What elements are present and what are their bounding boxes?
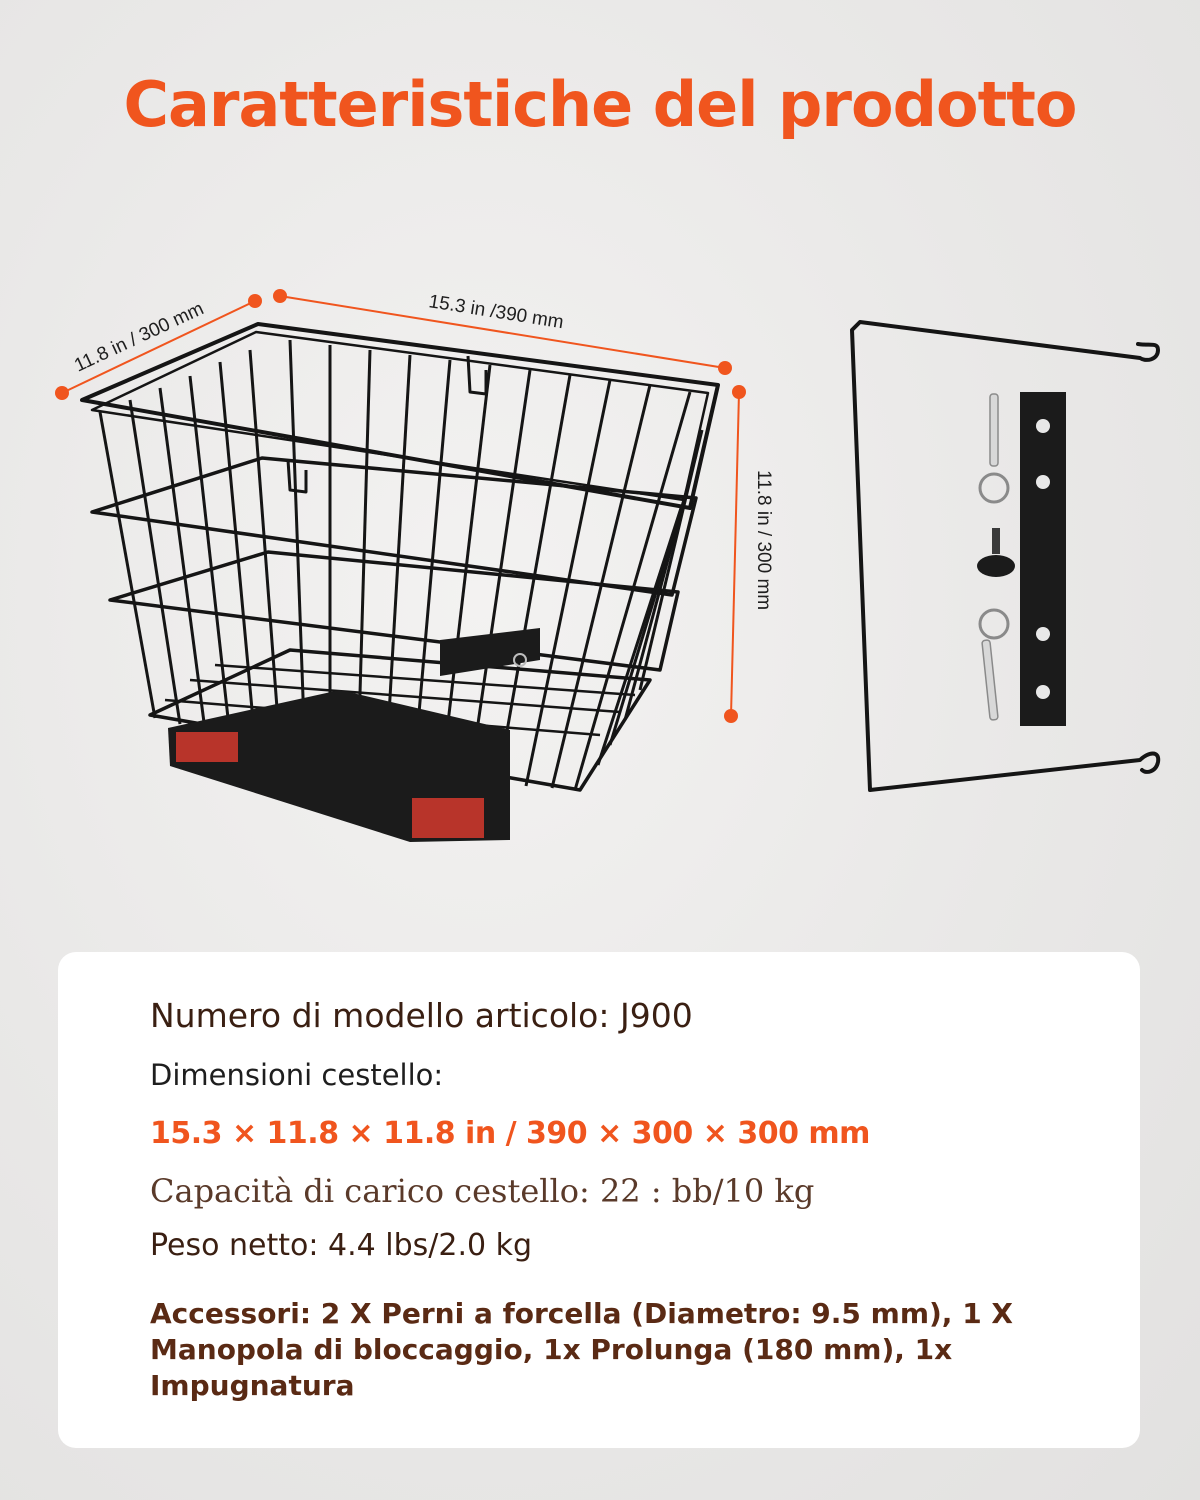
depth-label: 11.8 in / 300 mm <box>71 298 208 377</box>
dimensions-label: Dimensioni cestello: <box>150 1058 444 1092</box>
reflector <box>176 732 238 762</box>
dimension-marker <box>248 294 262 308</box>
dimension-marker <box>55 386 69 400</box>
dimensions-value: 15.3 × 11.8 × 11.8 in / 390 × 300 × 300 mm <box>150 1116 870 1151</box>
rack-mount <box>168 628 540 842</box>
net-weight: Peso netto: 4.4 lbs/2.0 kg <box>150 1228 533 1263</box>
extension-plate <box>1020 392 1066 726</box>
width-label: 15.3 in /390 mm <box>427 291 566 334</box>
mounting-bracket <box>852 322 1158 790</box>
accessories: Accessori: 2 X Perni a forcella (Diametro: 9.5 mm), 1 X Manopola di bloccaggio, 1x Prolunga (180 mm), 1x Impugnatura <box>150 1297 1014 1402</box>
locking-knob <box>977 528 1015 577</box>
dimension-marker <box>724 709 738 723</box>
dimension-marker <box>732 385 746 399</box>
reflector <box>412 798 484 838</box>
height-label: 11.8 in / 300 mm <box>753 470 774 611</box>
dimension-marker <box>718 361 732 375</box>
load-capacity: Capacità di carico cestello: 22 : bb/10 kg <box>150 1172 815 1210</box>
page-title: Caratteristiche del prodotto <box>123 68 1077 141</box>
model-number: Numero di modello articolo: J900 <box>150 996 693 1035</box>
dimension-marker <box>273 289 287 303</box>
